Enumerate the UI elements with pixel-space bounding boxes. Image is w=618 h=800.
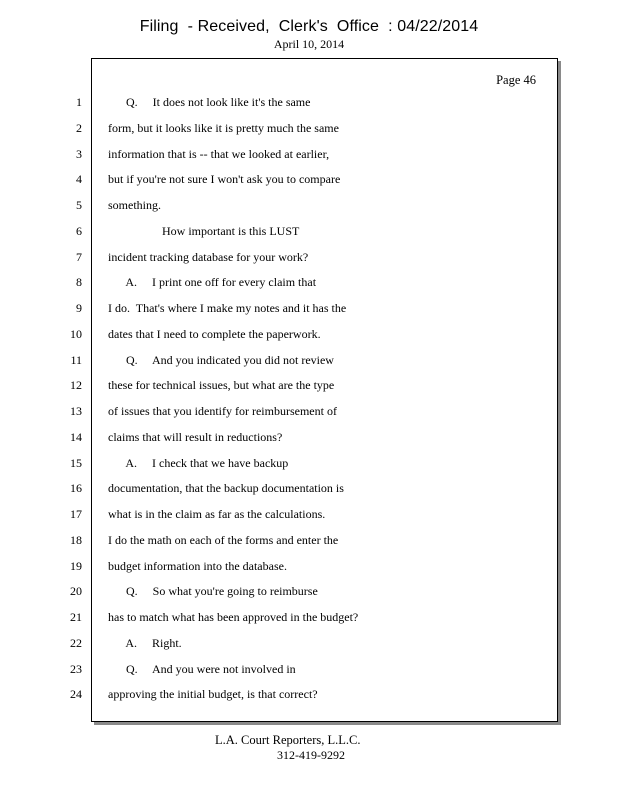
- transcript-line: Q. And you were not involved in: [108, 661, 296, 676]
- transcript-line: something.: [108, 198, 161, 212]
- transcript-line: I do. That's where I make my notes and it has the: [108, 301, 347, 315]
- transcript-line: what is in the claim as far as the calculations.: [108, 507, 326, 521]
- transcript-line: A. Right.: [108, 635, 182, 650]
- page-number: Page 46: [496, 73, 536, 87]
- line-number: 15: [70, 455, 82, 470]
- line-number: 20: [70, 584, 82, 599]
- line-number: 4: [76, 172, 82, 187]
- line-number: 12: [70, 378, 82, 393]
- transcript-line: Q. So what you're going to reimburse: [108, 584, 318, 599]
- line-number: 14: [70, 429, 82, 444]
- line-number: 10: [70, 326, 82, 341]
- line-number: 16: [70, 481, 82, 496]
- transcript-line: budget information into the database.: [108, 558, 287, 573]
- line-number: 13: [70, 404, 82, 418]
- transcript-line: documentation, that the backup documentation is: [108, 481, 344, 496]
- line-number: 1: [76, 95, 82, 109]
- line-number: 19: [70, 558, 82, 573]
- transcript-line: form, but it looks like it is pretty much the same: [108, 120, 339, 135]
- transcript-line: incident tracking database for your work?: [108, 249, 309, 264]
- transcript-line: A. I check that we have backup: [108, 455, 289, 470]
- line-number: 7: [76, 249, 82, 264]
- transcript-line: but if you're not sure I won't ask you to compare: [108, 172, 341, 187]
- line-number: 23: [70, 661, 82, 676]
- filing-stamp: Filing - Received, Clerk's Office : 04/22/2014: [139, 18, 479, 35]
- transcript-line: has to match what has been approved in the budget?: [108, 610, 359, 624]
- line-number: 24: [70, 687, 82, 702]
- transcript-line: these for technical issues, but what are the type: [108, 378, 335, 393]
- transcript-line: of issues that you identify for reimbursement of: [108, 404, 337, 418]
- deposition-date: April 10, 2014: [273, 37, 345, 51]
- transcript-line: information that is -- that we looked at earlier,: [108, 146, 330, 161]
- line-number: 11: [70, 352, 82, 367]
- line-number: 17: [70, 507, 82, 521]
- line-number: 2: [76, 120, 82, 135]
- line-number: 3: [76, 146, 82, 161]
- line-number: 9: [76, 301, 82, 315]
- line-number: 22: [70, 635, 82, 650]
- transcript-line: A. I print one off for every claim that: [108, 275, 317, 290]
- transcript-line: Q. And you indicated you did not review: [108, 352, 334, 367]
- transcript-line: approving the initial budget, is that correct?: [108, 687, 318, 702]
- court-reporter-phone: 312-419-9292: [277, 748, 345, 762]
- transcript-line: Q. It does not look like it's the same: [108, 95, 311, 109]
- transcript-line: How important is this LUST: [108, 223, 300, 238]
- line-number: 8: [76, 275, 82, 290]
- line-number: 5: [76, 198, 82, 212]
- line-number: 21: [70, 610, 82, 624]
- transcript-line: I do the math on each of the forms and enter the: [108, 532, 339, 547]
- transcript-line: claims that will result in reductions?: [108, 429, 283, 444]
- line-number: 6: [76, 223, 82, 238]
- court-reporter-name: L.A. Court Reporters, L.L.C.: [215, 733, 361, 747]
- line-number: 18: [70, 532, 82, 547]
- transcript-line: dates that I need to complete the paperwork.: [108, 326, 321, 341]
